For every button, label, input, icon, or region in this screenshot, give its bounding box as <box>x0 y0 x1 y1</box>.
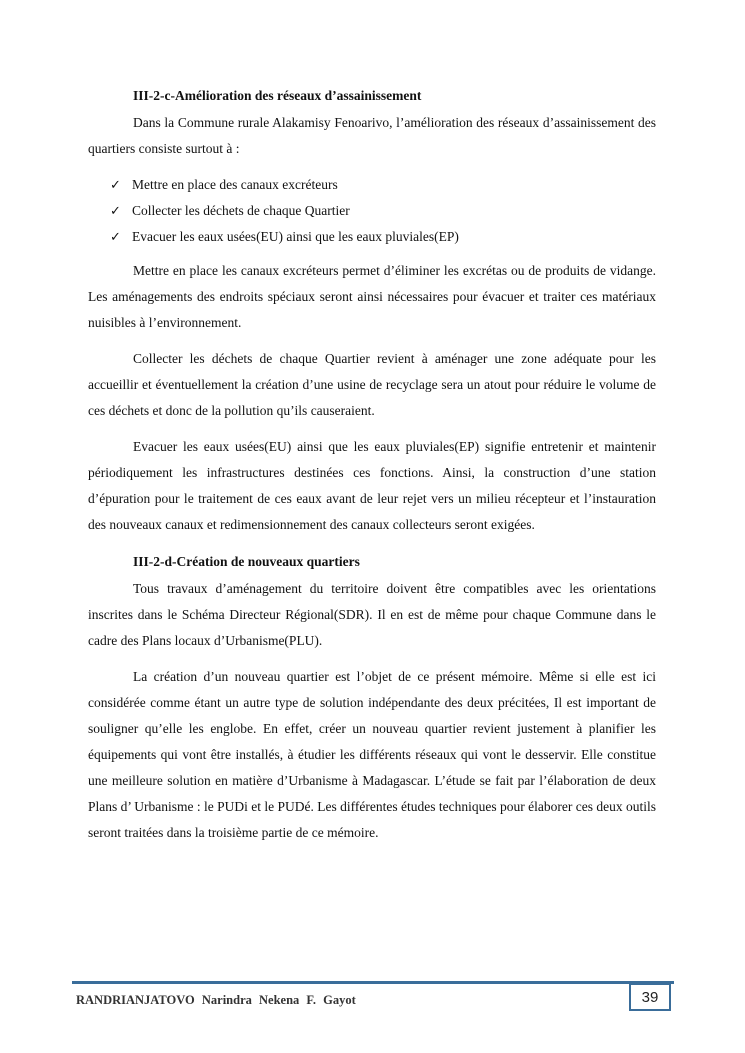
checklist-item <box>110 224 656 250</box>
paragraph: Collecter les déchets de chaque Quartier revient à aménager une zone adéquate pour les accueillir et éventuellement la création d’une usine de recyclage sera un atout pour réduire le volume de ces déchets et donc de la pollution qu’ils causeraient. <box>88 351 656 418</box>
page-number: 39 <box>629 983 671 1011</box>
checklist-item-label: Mettre en place des canaux excréteurs <box>132 177 338 192</box>
footer-author: RANDRIANJATOVO Narindra Nekena F. Gayot <box>76 993 356 1007</box>
paragraph: Mettre en place les canaux excréteurs permet d’éliminer les excrétas ou de produits de vidange. Les aménagements des endroits spéciaux seront ainsi nécessaires pour évacuer et traiter ces matériaux nuisibles à l’environnement. <box>88 263 656 330</box>
checklist-item-label: Collecter les déchets de chaque Quartier <box>132 203 350 218</box>
check-icon: ✓ <box>110 203 121 218</box>
section-d-heading: III-2-d-Création de nouveaux quartiers <box>133 554 360 569</box>
check-icon: ✓ <box>110 177 121 192</box>
section-c-heading: III-2-c-Amélioration des réseaux d’assainissement <box>133 88 422 103</box>
paragraph: Tous travaux d’aménagement du territoire doivent être compatibles avec les orientations inscrites dans le Schéma Directeur Régional(SDR). Il en est de même pour chaque Commune dans le cadre des Plans locaux d’Urbanisme(PLU). <box>88 581 656 648</box>
checklist <box>110 172 656 250</box>
checklist-item-label: Evacuer les eaux usées(EU) ainsi que les eaux pluviales(EP) <box>132 229 459 244</box>
checklist-item <box>110 198 656 224</box>
checklist-item <box>110 172 656 198</box>
section-c-intro: Dans la Commune rurale Alakamisy Fenoarivo, l’amélioration des réseaux d’assainissement des quartiers consiste surtout à : <box>88 115 656 156</box>
check-icon: ✓ <box>110 229 121 244</box>
page-content <box>88 86 656 846</box>
footer-divider <box>72 981 674 984</box>
paragraph: Evacuer les eaux usées(EU) ainsi que les eaux pluviales(EP) signifie entretenir et maintenir périodiquement les infrastructures destinées ces fonctions. Ainsi, la construction d’une station d’épuration pour le traitement de ces eaux avant de leur rejet vers un milieu récepteur et l’instauration des nouveaux canaux et redimensionnement des canaux collecteurs seront exigées. <box>88 439 656 532</box>
paragraph: La création d’un nouveau quartier est l’objet de ce présent mémoire. Même si elle est ici considérée comme étant un autre type de solution indépendante des deux précitées, Il est important de souligner qu’elle les englobe. En effet, créer un nouveau quartier revient justement à planifier les équipements qui vont être installés, à étudier les différents réseaux qui vont le desservir. Elle constitue une meilleure solution en matière d’Urbanisme à Madagascar. L’étude se fait par l’élaboration de deux Plans d’ Urbanisme : le PUDi et le PUDé. Les différentes études techniques pour élaborer ces deux outils seront traitées dans la troisième partie de ce mémoire. <box>88 669 656 840</box>
